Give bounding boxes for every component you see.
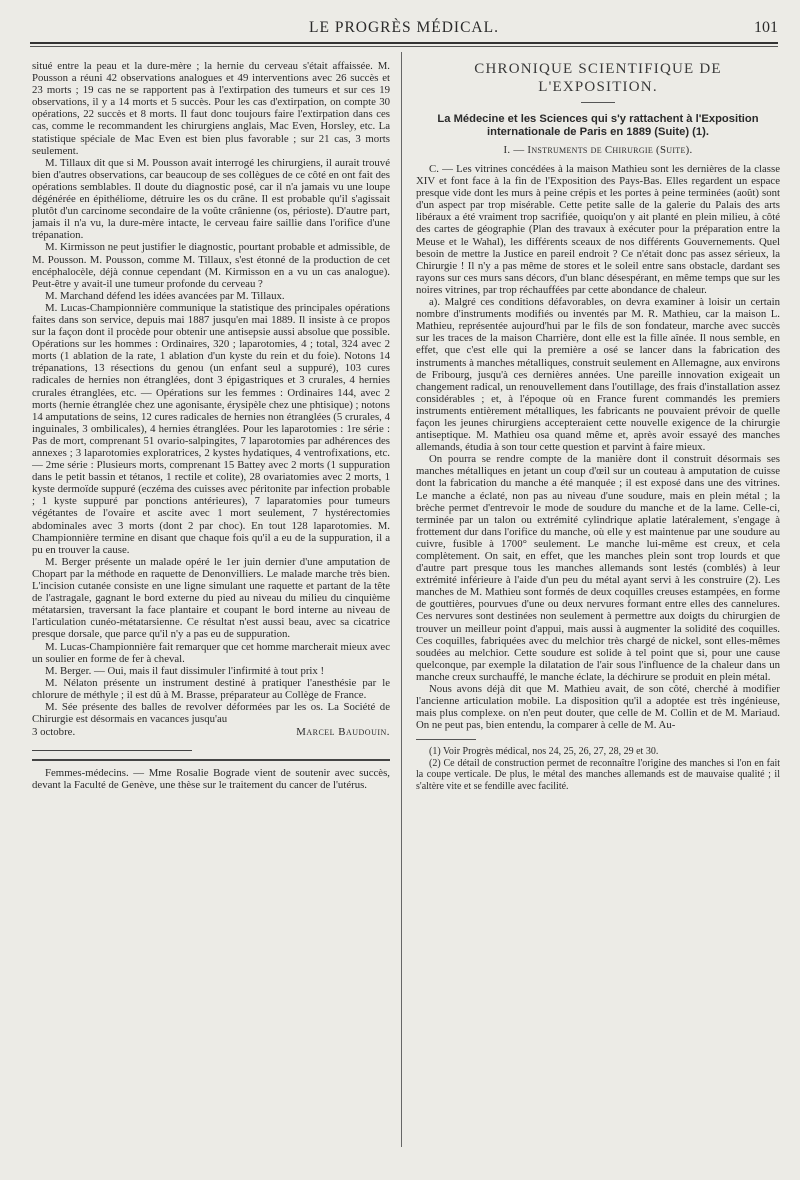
separator-rule — [32, 750, 192, 751]
left-paragraph: M. Marchand défend les idées avancées par M. Tillaux. — [45, 289, 285, 302]
article-subtitle: La Médecine et les Sciences qui s'y rattachent à l'Exposition internationale de Paris en 1889 (Suite) (1). — [437, 113, 759, 138]
footnote-separator — [416, 739, 476, 740]
footnotes — [416, 746, 780, 792]
sign-date: 3 octobre. — [32, 726, 76, 739]
left-column — [32, 60, 390, 1160]
left-paragraph: M. Tillaux dit que si M. Pousson avait interrogé les chirurgiens, il aurait trouvé bien d'autres observations, car beaucoup de ses collègues de ce côté en ont fait des opérations semblables. Il doute du diagnostic posé, car il n'a jamais vu une loupe dégénérée en épithéliome, détruire les os du crâne. Il est probable qu'il s'agissait plutôt d'un carcinome secondaire de la voûte crânienne (os, périoste). D'autre part, jamais il n'a vu, la dure-mère intacte, le cerveau faire saillie dans l'orifice d'une trépanation. — [32, 156, 390, 242]
running-title: LE PROGRÈS MÉDICAL. — [309, 19, 499, 36]
page-number: 101 — [754, 19, 778, 36]
separator-rule-thick — [32, 759, 390, 761]
left-paragraph: M. Berger. — Oui, mais il faut dissimuler l'infirmité à tout prix ! — [45, 664, 325, 677]
left-paragraph: M. Berger présente un malade opéré le 1er juin dernier d'une amputation de Chopart par la méthode en raquette de Denonvilliers. Le malade marche très bien. L'incision cutanée consiste en une ligne simulant une raquette et partant de la tête de l'astragale, gagnant le bord externe du pied au niveau du milieu du cinquième métatarsien, traversant la face plantaire et coupant le bord interne au niveau de l'articulation cunéo-métatarsienne. Ce résultat n'est aussi beau, avec sa cicatrice presque dorsale, que parce qu'il n'y a pas eu de suppuration. — [32, 555, 390, 641]
right-paragraph: a). Malgré ces conditions défavorables, on devra examiner à loisir un certain nombre d'instruments modifiés ou inventés par M. R. Mathieu, car la maison L. Mathieu, représentée aujourd'hui par le fils de son fondateur, marche avec succès sur les traces de la maison Charrière, dont elle est la fille aînée. Il nous semble, en effet, que c'est elle qui la première a osé se lancer dans la fabrication des instruments à manches métalliques, construit seulement en Allemagne, aux environs de Fribourg, jusqu'à ces dernières années. Une pareille innovation exigeait un changement radical, un renouvellement dans l'outillage, des frais d'installation assez considérables ; et, à l'époque où en France furent commandés les premiers instruments entièrement métalliques, les fabricants ne pouvaient prévoir de quelle façon les jeunes chirurgiens accepteraient cette nouvelle exigence de la chirurgie antiseptique. M. Mathieu osa quand même et, après avoir essayé des manches allemands, étudia à son tour cette question et parvint à faire mieux. — [416, 296, 780, 454]
column-divider — [401, 52, 402, 1147]
left-paragraph: M. Lucas-Championnière communique la statistique des principales opérations faites dans son service, depuis mai 1887 jusqu'en mai 1889. Il insiste à ce propos sur la façon dont il procède pour obtenir une antisepsie aussi absolue que possible. Opérations sur les hommes : Ordinaires, 320 ; laparotomies, 4 ; total, 324 avec 2 morts (1 ablation de la rate, 1 ablation d'un kyste du rein et du foie). Notons 14 trépanations, 13 résections du genou (un enfant seul a suppuré), 103 cures radicales de hernies non étranglées, dont 3 épigastriques et 3 crurales, 4 hernies crurales étranglées, etc. — Opérations sur les femmes : Ordinaires 144, avec 2 morts (hernie étranglée chez une agonisante, érysipèle chez une phtisique) ; notons 14 amputations de seins, 12 cures radicales de hernies non étranglées (5 crurales, 4 inguinales, 3 ombilicales), 4 hernies étranglées. Pour les laparotomies : 1re série : Pas de mort, comprenant 51 ovario-salpingites, 7 laparotomies par adhérences des annexes ; 3 laparotomies exploratrices, 2 kystes hydatiques, 4 ventrofixations, etc. — 2me série : Plusieurs morts, comprenant 15 Battey avec 2 morts (1 suppuration dans le petit bassin et tétanos, 1 rectile et colite), 28 ovariatomies avec 2 morts, 1 kyste dermoïde suppuré (eczéma des cuisses avec péritonite par infection probable ; 1 kyste suppuré par ponctions antérieures), 7 laparatomies pour tumeurs végétantes de l'ovaire et ascite avec 1 mort seulement, 7 hystérectomies abdominales avec 3 morts (dont 2 par choc). En tout 128 laparotomies. M. Championnière termine en disant que chaque fois qu'il a eu de la suppuration, il a pu en trouver la cause. — [32, 301, 390, 556]
section-title: CHRONIQUE SCIENTIFIQUE DE L'EXPOSITION. — [474, 61, 722, 95]
footnote: (1) Voir Progrès médical, nos 24, 25, 26, 27, 28, 29 et 30. — [429, 746, 659, 758]
right-paragraph: C. — Les vitrines concédées à la maison Mathieu sont les dernières de la classe XIV et font face à la fin de l'Exposition des Pays-Bas. Elles regardent un espace presque vide dont les murs à peine crépis et les portes à peine terminées (août) sont d'un aspect par trop misérable. Cette petite salle de la galerie du Palais des arts libéraux a été vraiment trop sacrifiée, quoiqu'on y ait planté en plein milieu, à côté des cartes de géographie (Plan des travaux à exécuter pour la préparation entre la Meuse et le Wahal), les différents sceaux de nos différents Gouvernements. Quel besoin de mettre la Justice en pareil endroit ? Ce n'était donc pas assez sérieux, la Chirurgie ! Il n'y a pas même de stores et le soleil entre sans obstacle, dardant ses rayons sur ces murs sans décors, d'un blanc désespérant, en même temps que sur les noires vitrines, par trop réchauffées par cette abondance de chaleur. — [416, 163, 780, 296]
author-signature: Marcel Baudouin. — [296, 726, 390, 739]
footnote: (2) Ce détail de construction permet de reconnaître l'origine des manches si l'on en fait la coupe verticale. De plus, le métal des manches allemands est de mauvaise qualité ; il s'altère vite et se fendille avec facilité. — [416, 757, 780, 792]
left-paragraph: M. Kirmisson ne peut justifier le diagnostic, pourtant probable et admissible, de M. Pousson. M. Pousson, comme M. Tillaux, s'est étonné de la production de cet encéphalocèle, déjà connue cependant (M. Kirmisson en a vu un cas analogue). Peut-être y avait-il une tumeur profonde du cerveau ? — [32, 241, 390, 290]
page-header — [30, 18, 778, 38]
right-paragraph: On pourra se rendre compte de la manière dont il construit désormais ses manches métalliques en jetant un coup d'œil sur un couteau à amputation de cuisse dont la fabrication du manche a été manquée ; il est exposé dans une des vitrines. Le manche a éclaté, non pas au niveau d'une soudure, mais en plein métal ; la brèche permet d'entrevoir le mode de soudure du manche et de la lame. Celle-ci, terminée par un talon ou extrémité cylindrique aplatie latéralement, s'engage à frottement dur dans l'orifice du manche, où elle y est maintenue par une soudure au cuivre, fusible à 1700° seulement. Le manche lui-même est creux, et cela complètement. On sait, en effet, que les manches plein sont trop lourds et que d'autre part presque tous les manches allemands sont lestés (comblés) à leur extrémité inférieure à l'aide d'un peu du métal ayant servi à les construire (2). Les manches de M. Mathieu sont formés de deux coquilles creuses estampées, en forme de gouttières, pourvues d'une ou deux nervures formant entre elles des cannelures. Ces nervures sont destinées non seulement à permettre aux doigts du chirurgien de trouver un meilleur point d'appui, mais aussi à augmenter la solidité des coquilles. Ces coquilles, fabriquées avec du melchior très chargé de nickel, sont elles-mêmes soudées au melchior. Cette soudure est solide à tel point que si, pour une cause quelconque, par exemple la dilatation de l'air sous l'influence de la chaleur dans un manche creux surchauffé, le manche éclate, la déchirure se produit en plein métal. — [416, 453, 780, 683]
section-heading: I. — Instruments de Chirurgie (Suite). — [503, 144, 693, 156]
header-rule — [30, 42, 778, 44]
left-paragraph: M. Lucas-Championnière fait remarquer que cet homme marcherait mieux avec un soulier en forme de fer à cheval. — [32, 640, 390, 665]
left-paragraph: M. Nélaton présente un instrument destiné à pratiquer l'anesthésie par le chlorure de méthyle ; il est dû à M. Brasse, préparateur au Collège de France. — [32, 676, 390, 701]
left-paragraph: M. Sée présente des balles de revolver déformées par les os. La Société de Chirurgie est désormais en vacances jusqu'au — [32, 700, 390, 726]
left-paragraph: situé entre la peau et la dure-mère ; la hernie du cerveau s'était affaissée. M. Pousson a réuni 42 observations analogues et 49 interventions avec 26 succès et 23 morts ; 19 cas ne se rapportent pas à l'extirpation des tumeurs et sur ces 19 observations, il y a 14 morts et 5 succès. Pour les cas d'extirpation, on compte 30 opérations, 22 succès et 8 morts. Il faut donc toujours faire l'extirpation dans ces cas, comme le recommandent les chirurgiens anglais, Mac Even, Horsley, etc. La statistique spéciale de Mac Even est bien plus favorable ; sur 21 cas, 3 morts seulement. — [32, 60, 390, 157]
right-column — [416, 60, 780, 1160]
right-paragraph: Nous avons déjà dit que M. Mathieu avait, de son côté, cherché à modifier l'ancienne articulation mobile. La disposition qu'il a adoptée est très ingénieuse, mais plus complexe. on n'en peut douter, que celle de M. Collin et de M. Mariaud. On ne peut pas, bien entendu, la comparer à celle de M. Au- — [416, 683, 780, 732]
header-rule-thin — [30, 46, 778, 47]
news-notice: Femmes-médecins. — Mme Rosalie Bograde vient de soutenir avec succès, devant la Faculté de Genève, une thèse sur le traitement du cancer de l'utérus. — [32, 767, 390, 792]
signature-row — [32, 726, 390, 738]
title-dash — [581, 102, 615, 103]
